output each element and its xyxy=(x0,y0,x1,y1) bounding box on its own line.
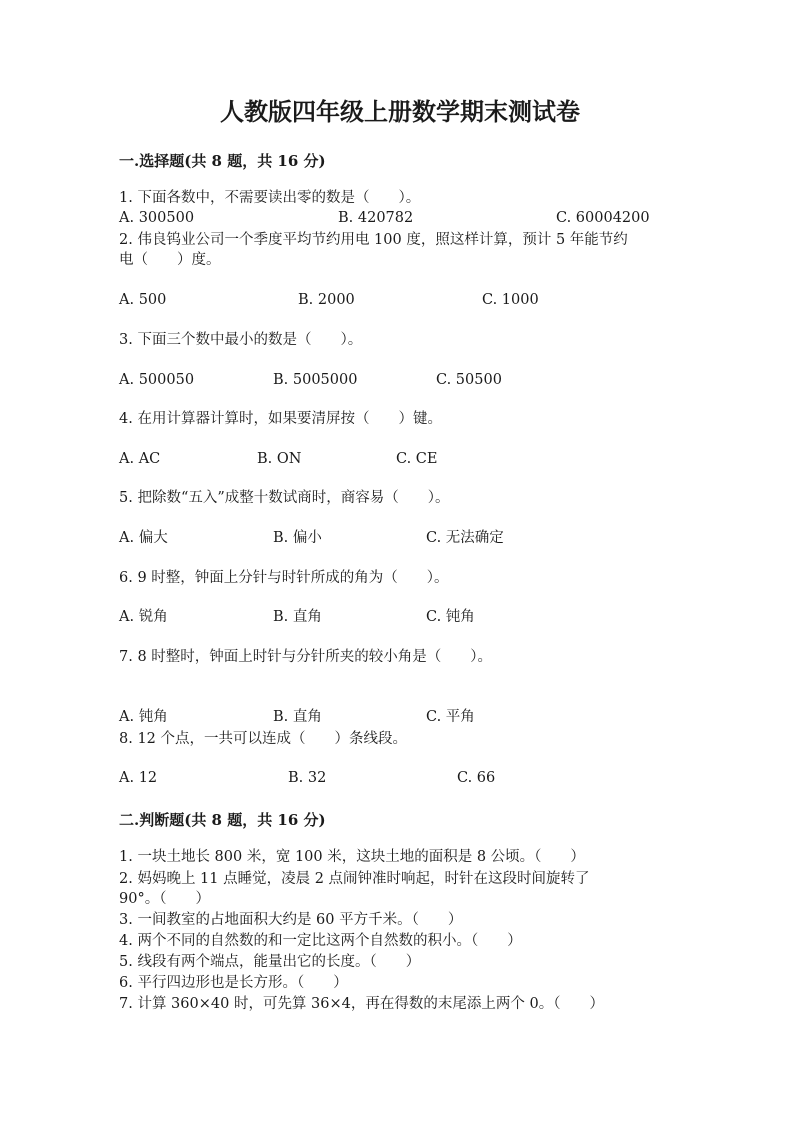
question-5-option-a: A. 偏大 xyxy=(119,530,168,546)
question-5-option-b: B. 偏小 xyxy=(273,530,322,546)
page-title: 人教版四年级上册数学期末测试卷 xyxy=(220,97,580,126)
question-6-option-a: A. 锐角 xyxy=(119,609,168,625)
judgement-item-2: 2. 妈妈晚上 11 点睡觉，凌晨 2 点闹钟准时响起，时针在这段时间旋转了 xyxy=(119,871,590,887)
question-2-option-b: B. 2000 xyxy=(298,292,355,308)
question-6-stem: 6. 9 时整，钟面上分针与时针所成的角为（ ）。 xyxy=(119,570,449,586)
question-2-stem-continued: 电（ ）度。 xyxy=(119,252,221,268)
question-5-stem: 5. 把除数“五入”成整十数试商时，商容易（ ）。 xyxy=(119,490,450,506)
question-4-option-a: A. AC xyxy=(119,451,161,467)
question-7-option-a: A. 钝角 xyxy=(119,709,168,725)
judgement-item-4: 4. 两个不同的自然数的和一定比这两个自然数的积小。（ ） xyxy=(119,933,522,949)
judgement-item-2-continued: 90°。（ ） xyxy=(119,891,210,907)
judgement-item-3: 3. 一间教室的占地面积大约是 60 平方千米。（ ） xyxy=(119,912,463,928)
question-4-option-c: C. CE xyxy=(396,451,438,467)
question-3-option-c: C. 50500 xyxy=(436,372,502,388)
judgement-item-6: 6. 平行四边形也是长方形。（ ） xyxy=(119,975,348,991)
question-3-option-a: A. 500050 xyxy=(119,372,195,388)
question-1-option-a: A. 300500 xyxy=(119,210,195,226)
question-2-option-a: A. 500 xyxy=(119,292,167,308)
question-1-option-c: C. 60004200 xyxy=(556,210,650,226)
question-6-option-b: B. 直角 xyxy=(273,609,322,625)
question-3-option-b: B. 5005000 xyxy=(273,372,358,388)
question-4-stem: 4. 在用计算器计算时，如果要清屏按（ ）键。 xyxy=(119,411,442,427)
section-heading-judgement: 二.判断题(共 8 题，共 16 分) xyxy=(119,811,326,829)
question-3-stem: 3. 下面三个数中最小的数是（ ）。 xyxy=(119,332,363,348)
question-7-option-b: B. 直角 xyxy=(273,709,322,725)
question-1-stem: 1. 下面各数中，不需要读出零的数是（ ）。 xyxy=(119,190,421,206)
section-heading-choice: 一.选择题(共 8 题，共 16 分) xyxy=(119,152,326,170)
question-4-option-b: B. ON xyxy=(257,451,302,467)
judgement-item-5: 5. 线段有两个端点，能量出它的长度。（ ） xyxy=(119,954,421,970)
question-7-option-c: C. 平角 xyxy=(426,709,475,725)
judgement-item-7: 7. 计算 360×40 时，可先算 36×4，再在得数的末尾添上两个 0。（ ） xyxy=(119,996,604,1012)
question-6-option-c: C. 钝角 xyxy=(426,609,475,625)
question-8-option-c: C. 66 xyxy=(457,770,496,786)
question-8-stem: 8. 12 个点，一共可以连成（ ）条线段。 xyxy=(119,731,408,747)
judgement-item-1: 1. 一块土地长 800 米，宽 100 米，这块土地的面积是 8 公顷。（ ） xyxy=(119,849,585,865)
question-5-option-c: C. 无法确定 xyxy=(426,530,504,546)
question-2-stem: 2. 伟良钨业公司一个季度平均节约用电 100 度，照这样计算，预计 5 年能节约 xyxy=(119,232,628,248)
question-1-option-b: B. 420782 xyxy=(338,210,414,226)
question-2-option-c: C. 1000 xyxy=(482,292,539,308)
question-8-option-b: B. 32 xyxy=(288,770,327,786)
question-7-stem: 7. 8 时整时，钟面上时针与分针所夹的较小角是（ ）。 xyxy=(119,649,493,665)
question-8-option-a: A. 12 xyxy=(119,770,158,786)
